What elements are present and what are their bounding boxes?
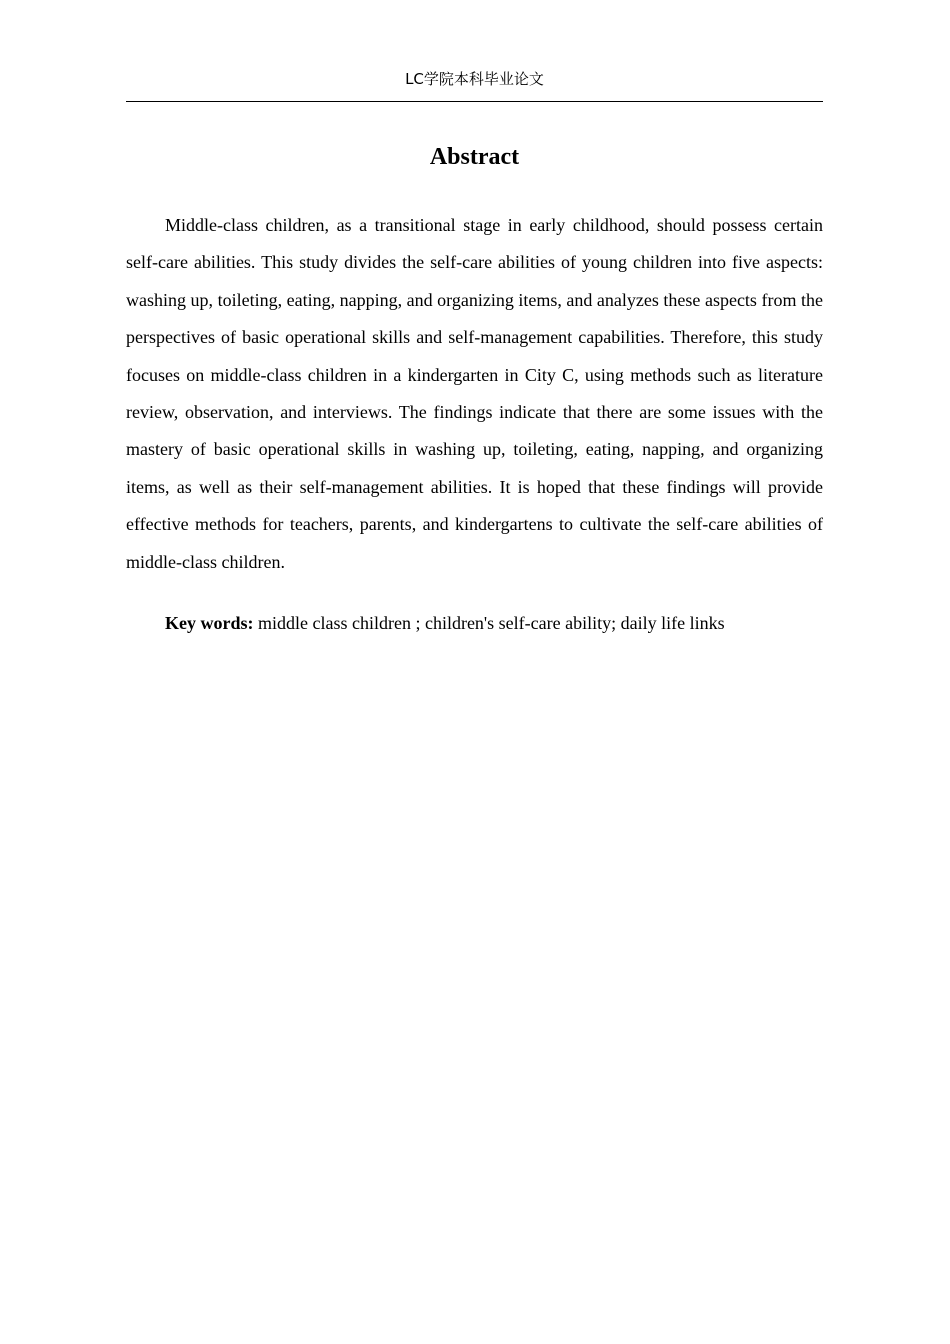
keywords-text: middle class children ; children's self-care ability; daily life links xyxy=(253,613,725,633)
running-header: LC学院本科毕业论文 xyxy=(405,70,544,88)
header-divider xyxy=(126,101,823,102)
keywords-line xyxy=(126,608,823,638)
abstract-body: Middle-class children, as a transitional stage in early childhood, should possess certain self-care abilities. This study divides the self-care abilities of young children into five aspects: washing up, toileting, eating, napping, and organizing items, and analyzes these aspects from the perspectives of basic operational skills and self-management capabilities. Therefore, this study focuses on middle-class children in a kindergarten in City C, using methods such as literature review, observation, and interviews. The findings indicate that there are some issues with the mastery of basic operational skills in washing up, toileting, eating, napping, and organizing items, as well as their self-management abilities. It is hoped that these findings will provide effective methods for teachers, parents, and kindergartens to cultivate the self-care abilities of middle-class children. xyxy=(126,215,823,572)
abstract-title: Abstract xyxy=(429,144,520,170)
keywords-label: Key words: xyxy=(165,613,254,633)
